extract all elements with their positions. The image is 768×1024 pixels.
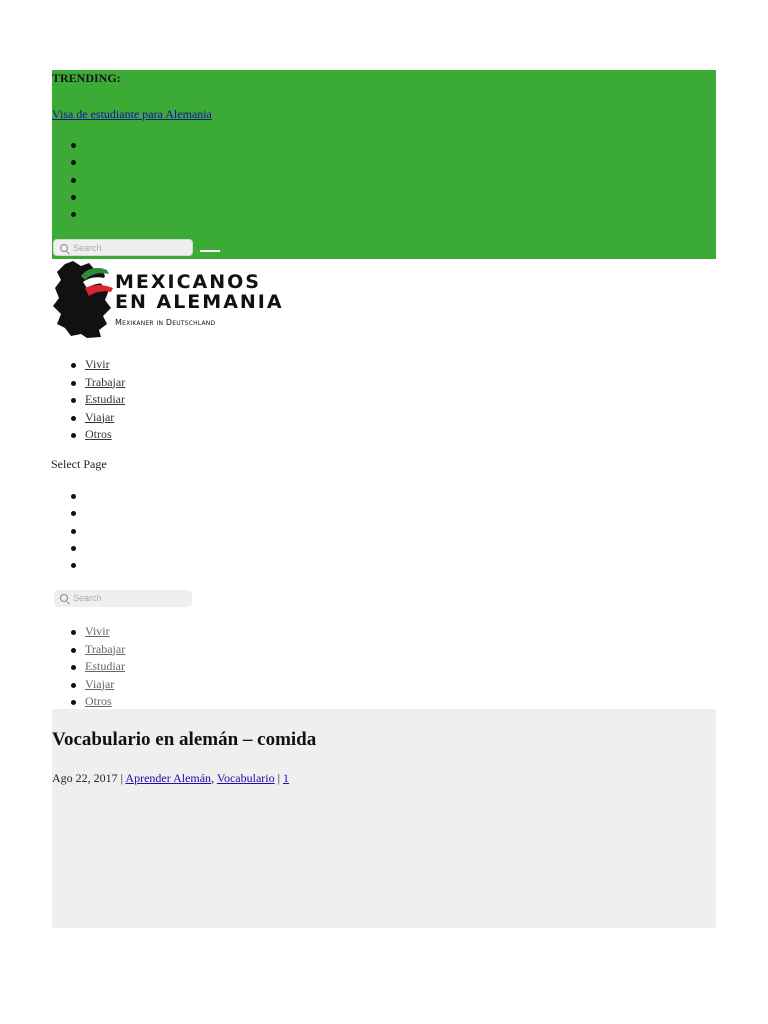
mobile-nav-item-estudiar <box>71 658 125 676</box>
nav-link-otros[interactable]: Otros <box>85 427 112 441</box>
mobile-nav-item-otros <box>71 693 125 711</box>
search-placeholder: Search <box>73 593 102 603</box>
nav-link-trabajar[interactable]: Trabajar <box>85 374 126 389</box>
search-input[interactable] <box>53 239 193 256</box>
meta-comma: , <box>211 771 217 785</box>
nav-link-vivir[interactable]: Vivir <box>85 357 110 371</box>
nav-link-viajar[interactable]: Viajar <box>85 409 115 424</box>
nav-item-estudiar <box>71 391 125 409</box>
nav-item-viajar <box>71 409 125 427</box>
comments-count-link[interactable]: 1 <box>283 771 290 785</box>
mobile-nav-link-estudiar[interactable]: Estudiar <box>85 659 125 673</box>
search-icon <box>60 594 68 602</box>
mobile-nav-item-viajar <box>71 676 125 694</box>
nav-item-vivir <box>71 356 125 374</box>
mobile-nav-item-trabajar <box>71 641 125 659</box>
main-nav <box>71 356 125 444</box>
category-link-aprender-aleman[interactable]: Aprender Alemán <box>125 771 212 785</box>
trending-label: TRENDING: <box>52 71 121 85</box>
trending-article-link[interactable]: Visa de estudiante para Alemania <box>52 107 212 121</box>
meta-separator: | <box>274 771 284 785</box>
mobile-nav-link-trabajar[interactable]: Trabajar <box>85 641 126 656</box>
nav-item-trabajar <box>71 374 125 392</box>
nav-item-otros <box>71 426 125 444</box>
mobile-nav-link-viajar[interactable]: Viajar <box>85 676 115 691</box>
post-date: Ago 22, 2017 <box>52 771 118 785</box>
search-submit-button[interactable] <box>200 250 220 252</box>
mobile-nav <box>71 623 125 711</box>
logo-title-line1: MEXICANOS <box>115 271 261 293</box>
logo-title-line2: EN ALEMANIA <box>115 291 284 313</box>
meta-separator: | <box>117 771 126 785</box>
search-placeholder: Search <box>73 243 102 253</box>
mobile-nav-link-otros[interactable]: Otros <box>85 694 112 708</box>
select-page-toggle[interactable]: Select Page <box>51 457 107 471</box>
mobile-nav-item-vivir <box>71 623 125 641</box>
mobile-nav-link-vivir[interactable]: Vivir <box>85 624 110 638</box>
trending-bar <box>52 70 716 259</box>
category-link-vocabulario[interactable]: Vocabulario <box>216 771 275 785</box>
nav-link-estudiar[interactable]: Estudiar <box>85 392 125 406</box>
search-icon <box>60 244 68 252</box>
post-title: Vocabulario en alemán – comida <box>52 729 317 750</box>
logo-tagline: Mexikaner in Deutschland <box>115 318 216 327</box>
post-meta <box>52 771 289 786</box>
search-input-secondary[interactable] <box>54 590 192 607</box>
